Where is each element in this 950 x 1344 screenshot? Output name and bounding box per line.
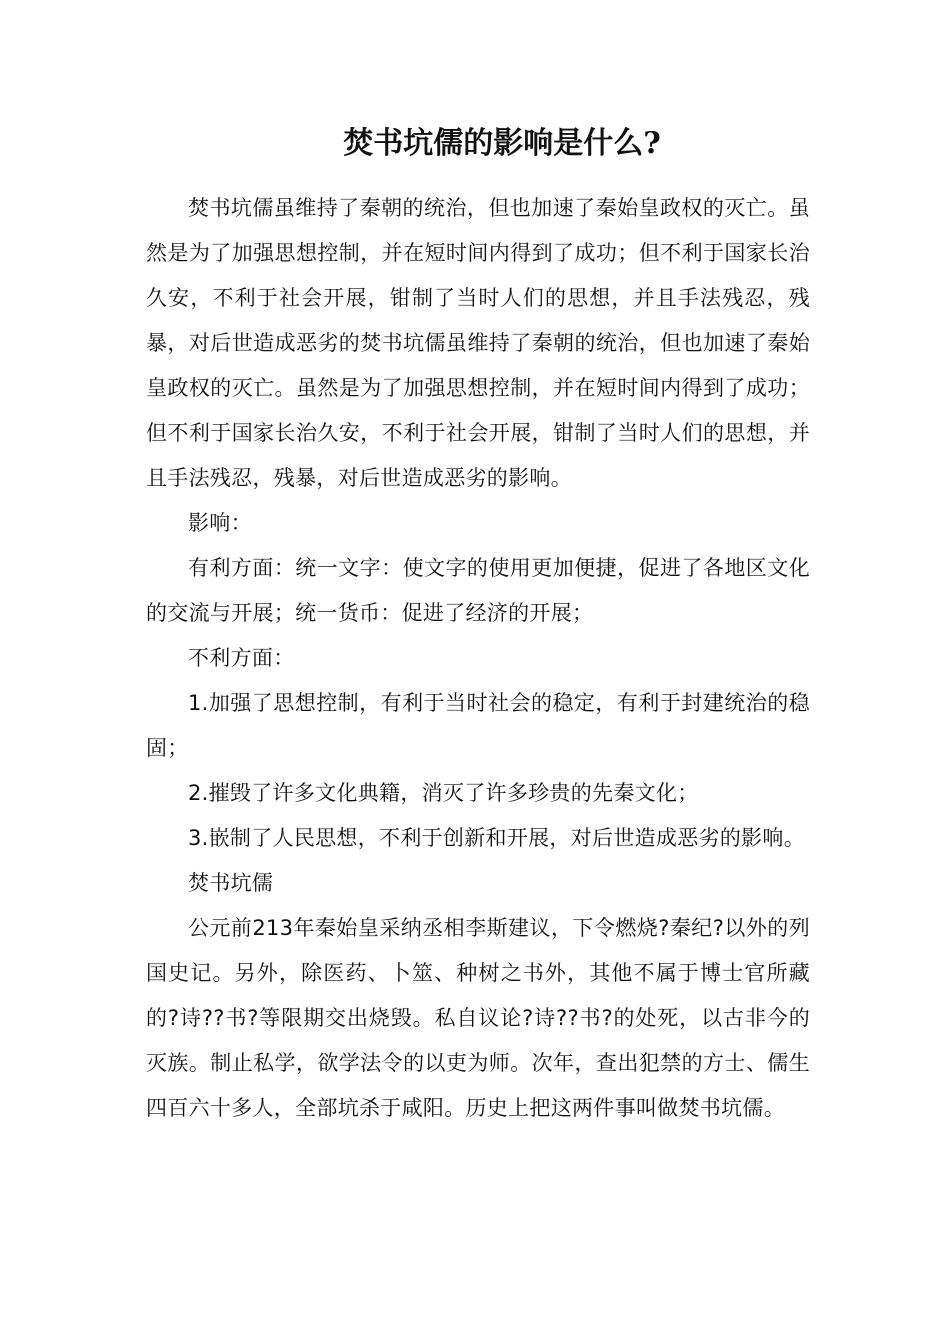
paragraph-intro: 焚书坑儒虽维持了秦朝的统治，但也加速了秦始皇政权的灭亡。虽然是为了加强思想控制，并在短时间内得到了成功；但不利于国家长治久安，不利于社会开展，钳制了当时人们的思想，并且手法残忍，残暴，对后世造成恶劣的焚书坑儒虽维持了秦朝的统治，但也加速了秦始皇政权的灭亡。虽然是为了加强思想控制，并在短时间内得到了成功；但不利于国家长治久安，不利于社会开展，钳制了当时人们的思想，并且手法残忍，残暴，对后世造成恶劣的影响。 <box>146 196 810 490</box>
document-title: 焚书坑儒的影响是什么? <box>343 126 661 161</box>
document-body <box>146 186 810 1131</box>
paragraph-influence-heading: 影响： <box>188 511 252 535</box>
paragraph-disadvantages-heading: 不利方面： <box>188 646 295 670</box>
paragraph-disadvantage-1: 1.加强了思想控制，有利于当时社会的稳定，有利于封建统治的稳固； <box>146 691 810 760</box>
paragraph-history: 公元前213年秦始皇采纳丞相李斯建议，下令燃烧?秦纪?以外的列国史记。另外，除医药、卜筮、种树之书外，其他不属于博士官所藏的?诗??书?等限期交出烧毁。私自议论?诗??书?的处死，以古非今的灭族。制止私学，欲学法令的以吏为师。次年，查出犯禁的方士、儒生四百六十多人，全部坑杀于咸阳。历史上把这两件事叫做焚书坑儒。 <box>146 916 810 1120</box>
paragraph-disadvantage-3: 3.嵌制了人民思想，不利于创新和开展，对后世造成恶劣的影响。 <box>188 826 806 850</box>
paragraph-disadvantage-2: 2.摧毁了许多文化典籍，消灭了许多珍贵的先秦文化； <box>188 781 699 805</box>
paragraph-advantages: 有利方面：统一文字：使文字的使用更加便捷，促进了各地区文化的交流与开展；统一货币：促进了经济的开展； <box>146 556 810 625</box>
paragraph-section-heading: 焚书坑儒 <box>188 871 274 895</box>
